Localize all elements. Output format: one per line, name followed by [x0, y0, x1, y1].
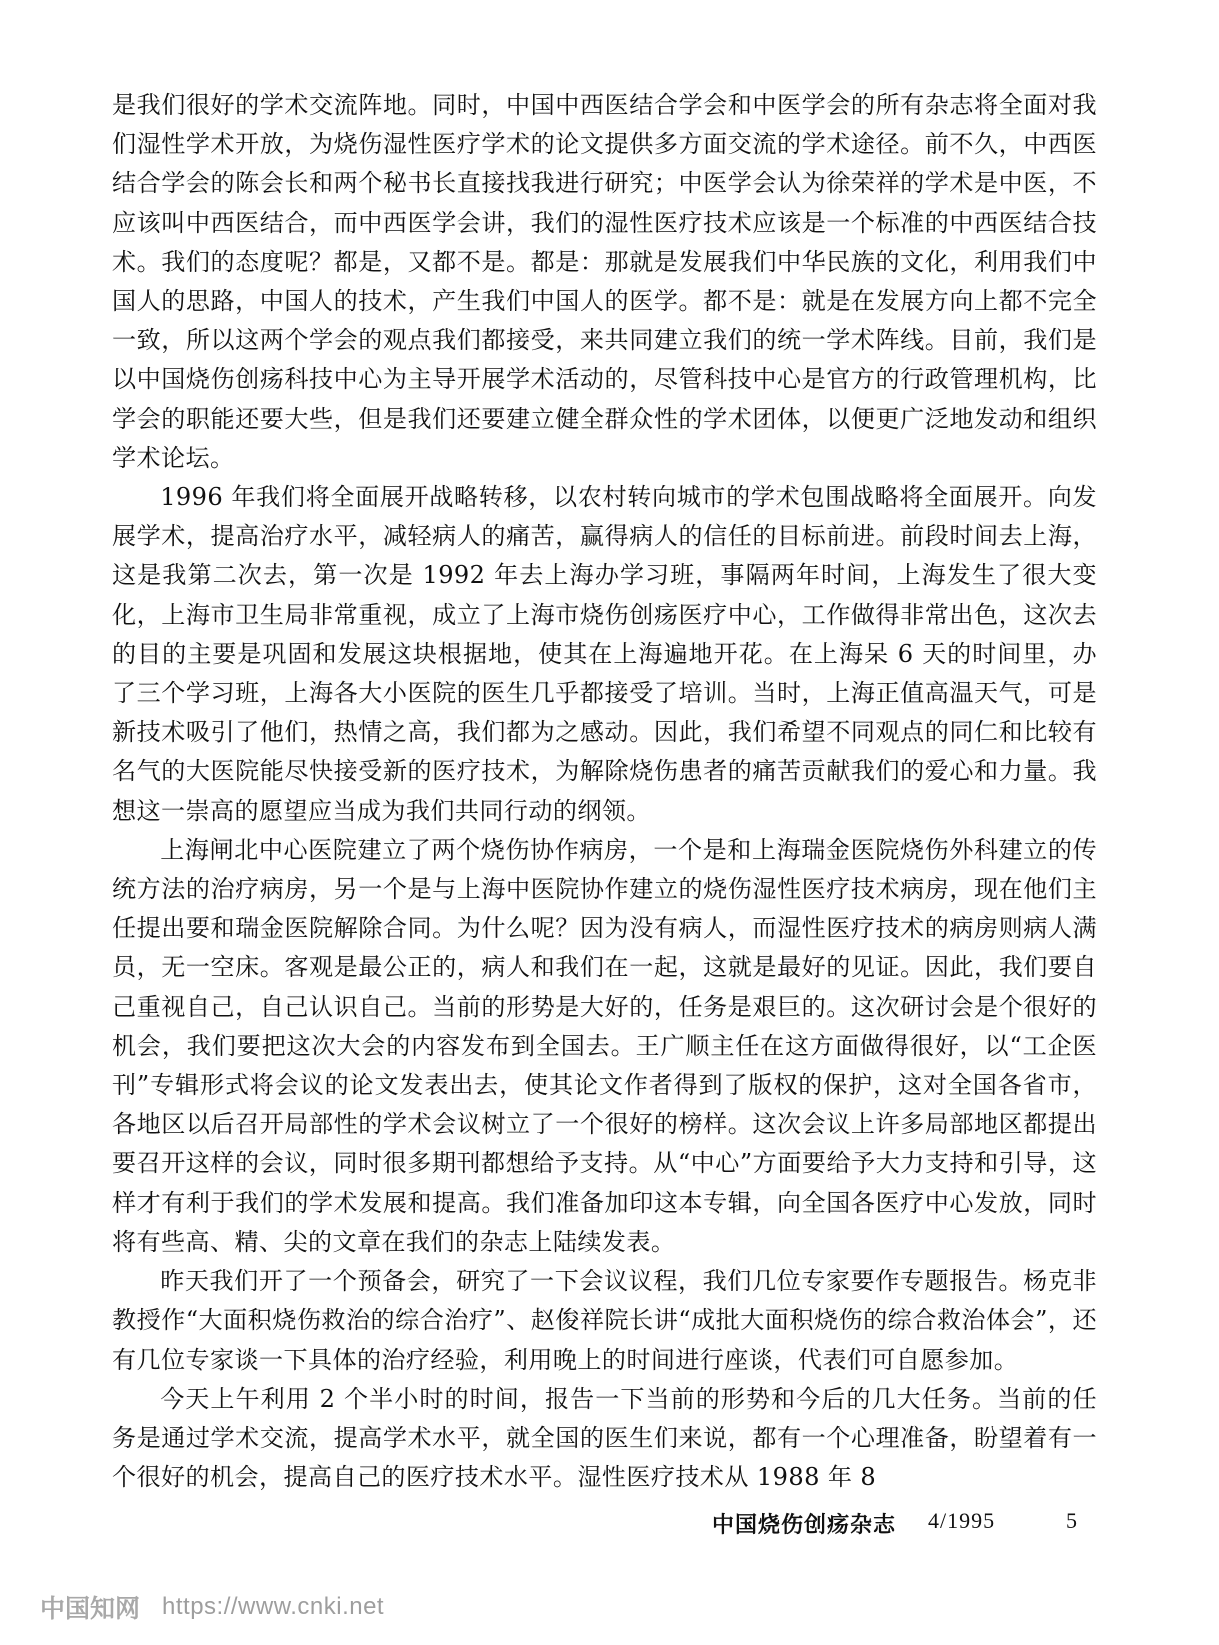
cnki-url[interactable]: https://www.cnki.net: [162, 1593, 385, 1620]
paragraph-3: 上海闸北中心医院建立了两个烧伤协作病房，一个是和上海瑞金医院烧伤外科建立的传统方法的治疗病房，另一个是与上海中医院协作建立的烧伤湿性医疗技术病房，现在他们主任提出要和瑞金医院解除合同。为什么呢？因为没有病人，而湿性医疗技术的病房则病人满员，无一空床。客观是最公正的，病人和我们在一起，这就是最好的见证。因此，我们要自己重视自己，自己认识自己。当前的形势是大好的，任务是艰巨的。这次研讨会是个很好的机会，我们要把这次大会的内容发布到全国去。王广顺主任在这方面做得很好，以“工企医刊”专辑形式将会议的论文发表出去，使其论文作者得到了版权的保护，这对全国各省市，各地区以后召开局部性的学术会议树立了一个很好的榜样。这次会议上许多局部地区都提出要召开这样的会议，同时很多期刊都想给予支持。从“中心”方面要给予大力支持和引导，这样才有利于我们的学术发展和提高。我们准备加印这本专辑，向全国各医疗中心发放，同时将有些高、精、尖的文章在我们的杂志上陆续发表。: [112, 835, 1097, 1256]
footer-issue: 4/1995: [928, 1508, 996, 1533]
article-body: [112, 86, 1097, 1497]
page-number: 5: [1066, 1508, 1077, 1533]
footer-journal-title: 中国烧伤创疡杂志: [712, 1513, 897, 1538]
cnki-logo: 中国知网: [40, 1594, 141, 1623]
paragraph-2: 1996 年我们将全面展开战略转移，以农村转向城市的学术包围战略将全面展开。向发展学术，提高治疗水平，减轻病人的痛苦，赢得病人的信任的目标前进。前段时间去上海，这是我第二次去，第一次是 1992 年去上海办学习班，事隔两年时间，上海发生了很大变化，上海市卫生局非常重视，成立了上海市烧伤创疡医疗中心，工作做得非常出色，这次去的目的主要是巩固和发展这块根据地，使其在上海遍地开花。在上海呆 6 天的时间里，办了三个学习班，上海各大小医院的医生几乎都接受了培训。当时，上海正值高温天气，可是新技术吸引了他们，热情之高，我们都为之感动。因此，我们希望不同观点的同仁和比较有名气的大医院能尽快接受新的医疗技术，为解除烧伤患者的痛苦贡献我们的爱心和力量。我想这一崇高的愿望应当成为我们共同行动的纲领。: [112, 483, 1097, 825]
paragraph-1: 是我们很好的学术交流阵地。同时，中国中西医结合学会和中医学会的所有杂志将全面对我们湿性学术开放，为烧伤湿性医疗学术的论文提供多方面交流的学术途径。前不久，中西医结合学会的陈会长和两个秘书长直接找我进行研究；中医学会认为徐荣祥的学术是中医，不应该叫中西医结合，而中西医学会讲，我们的湿性医疗技术应该是一个标准的中西医结合技术。我们的态度呢？都是，又都不是。都是：那就是发展我们中华民族的文化，利用我们中国人的思路，中国人的技术，产生我们中国人的医学。都不是：就是在发展方向上都不完全一致，所以这两个学会的观点我们都接受，来共同建立我们的统一学术阵线。目前，我们是以中国烧伤创疡科技中心为主导开展学术活动的，尽管科技中心是官方的行政管理机构，比学会的职能还要大些，但是我们还要建立健全群众性的学术团体，以便更广泛地发动和组织学术论坛。: [112, 91, 1097, 472]
paragraph-5: 今天上午利用 2 个半小时的时间，报告一下当前的形势和今后的几大任务。当前的任务是通过学术交流，提高学术水平，就全国的医生们来说，都有一个心理准备，盼望着有一个很好的机会，提高自己的医疗技术水平。湿性医疗技术从 1988 年 8: [112, 1384, 1097, 1492]
paragraph-4: 昨天我们开了一个预备会，研究了一下会议议程，我们几位专家要作专题报告。杨克非教授作“大面积烧伤救治的综合治疗”、赵俊祥院长讲“成批大面积烧伤的综合救治体会”，还有几位专家谈一下具体的治疗经验，利用晚上的时间进行座谈，代表们可自愿参加。: [112, 1267, 1097, 1374]
cnki-watermark: [40, 1590, 384, 1624]
